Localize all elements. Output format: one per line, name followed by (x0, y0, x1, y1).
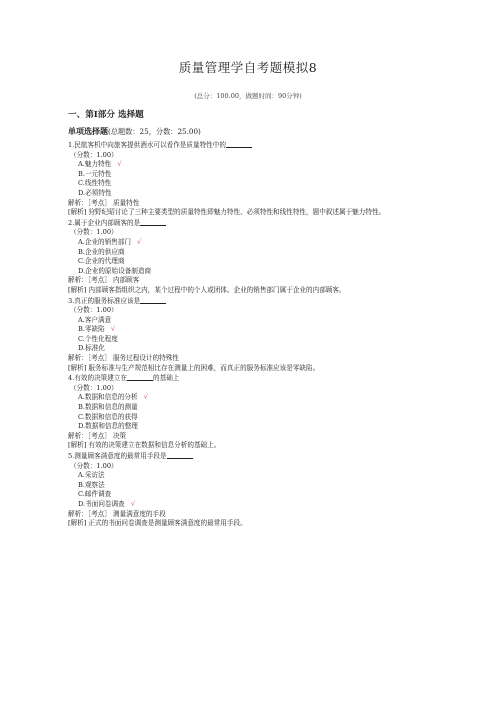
question-point: 解析：［考点］ 测量满意度的手段 (68, 509, 166, 518)
question-analysis: [解析] 服务标准与生产规范相比存在测量上的困难，而真正的服务标准应该是零缺陷。 (68, 363, 320, 372)
question-5 (68, 451, 460, 529)
answer-blank (226, 140, 252, 148)
answer-blank (140, 296, 166, 304)
option-a: A.采访法 (78, 471, 105, 480)
question-stem: 4.有效的决策建立在 的基础上 (68, 374, 180, 383)
question-analysis: [解析] 有效的决策建立在数据和信息分析的基础上。 (68, 441, 221, 450)
option-b: B.观察法 (78, 480, 105, 489)
option-d: D.书面问卷调查 √ (78, 499, 136, 508)
option-d: D.数据和信息的整理 (78, 422, 138, 431)
correct-check-icon: √ (117, 160, 122, 169)
question-stem: 1.民航客机中向旅客提供酒水可以看作是质量特性中的 (68, 140, 460, 151)
answer-blank (140, 218, 166, 226)
question-analysis: [解析] 正式的书面问卷调查是测量顾客满意度的最常用手段。 (68, 519, 247, 528)
question-score: （分数：1.00） (70, 306, 118, 315)
correct-check-icon: √ (143, 393, 149, 402)
question-analysis: [解析] 内部顾客指组织之内，某个过程中的个人或团体。企业的销售部门属于企业的内部顾客。 (68, 285, 346, 294)
correct-check-icon: √ (110, 325, 116, 334)
question-score: （分数：1.00） (70, 150, 118, 159)
question-score: （分数：1.00） (70, 461, 118, 470)
part-heading: 一、第Ⅰ部分 选择题 (68, 110, 144, 120)
page-title: 质量管理学自考题模拟8 (178, 60, 318, 75)
question-3 (68, 296, 460, 374)
question-point: 解析：［考点］ 内部顾客 (68, 276, 140, 285)
option-d: D.标准化 (78, 344, 105, 353)
question-stem: 2.属于企业内部顾客的是 (68, 218, 460, 229)
correct-check-icon: √ (137, 237, 142, 246)
option-b: B.企业的供应商 (78, 247, 125, 256)
question-score: （分数：1.00） (70, 383, 118, 392)
question-2 (68, 218, 460, 296)
option-c: C.邮件调查 (78, 490, 112, 499)
option-a: A.客户满意 (78, 315, 112, 324)
question-4 (68, 373, 460, 451)
question-point: 解析：［考点］ 决策 (68, 431, 127, 440)
option-d: D.必须特性 (78, 188, 112, 197)
correct-check-icon: √ (130, 499, 136, 508)
question-score: （分数：1.00） (70, 228, 118, 237)
option-c: C.数据和信息的获得 (78, 412, 138, 421)
question-point: 解析：［考点］ 质量特性 (68, 198, 140, 207)
option-b: B.一元特性 (78, 169, 112, 178)
section-heading (68, 126, 460, 137)
option-d: D.企业的原始设备制造商 (78, 266, 152, 275)
answer-blank (127, 373, 153, 381)
option-a: A.数据和信息的分析 √ (78, 393, 149, 402)
section-meta: (总题数：25，分数：25.00) (108, 127, 201, 136)
option-c: C.个性化程度 (78, 334, 118, 343)
answer-blank (167, 451, 193, 459)
option-a: A.魅力特性 √ (78, 160, 122, 169)
option-b: B.零缺陷 √ (78, 325, 116, 334)
question-analysis: [解析] 狩野纪昭讨论了三种主要类型的质量特性即魅力特性、必须特性和线性特性，题中叙述属于魅力特性。 (68, 208, 386, 217)
option-a: A.企业的销售部门 √ (78, 237, 142, 246)
question-point: 解析：［考点］ 服务过程设计的特殊性 (68, 354, 179, 363)
section-label: 单项选择题 (68, 126, 108, 136)
option-c: C.线性特性 (78, 179, 112, 188)
question-stem: 3.真正的服务标准应该是 (68, 296, 460, 307)
question-1 (68, 140, 460, 218)
question-stem: 5.测量顾客满意度的最常用手段是 (68, 451, 460, 462)
option-c: C.企业的代理商 (78, 257, 125, 266)
exam-info: (总分：100.00，做题时间：90分钟) (194, 92, 302, 100)
exam-content (68, 109, 460, 529)
option-b: B.数据和信息的测量 (78, 403, 138, 412)
